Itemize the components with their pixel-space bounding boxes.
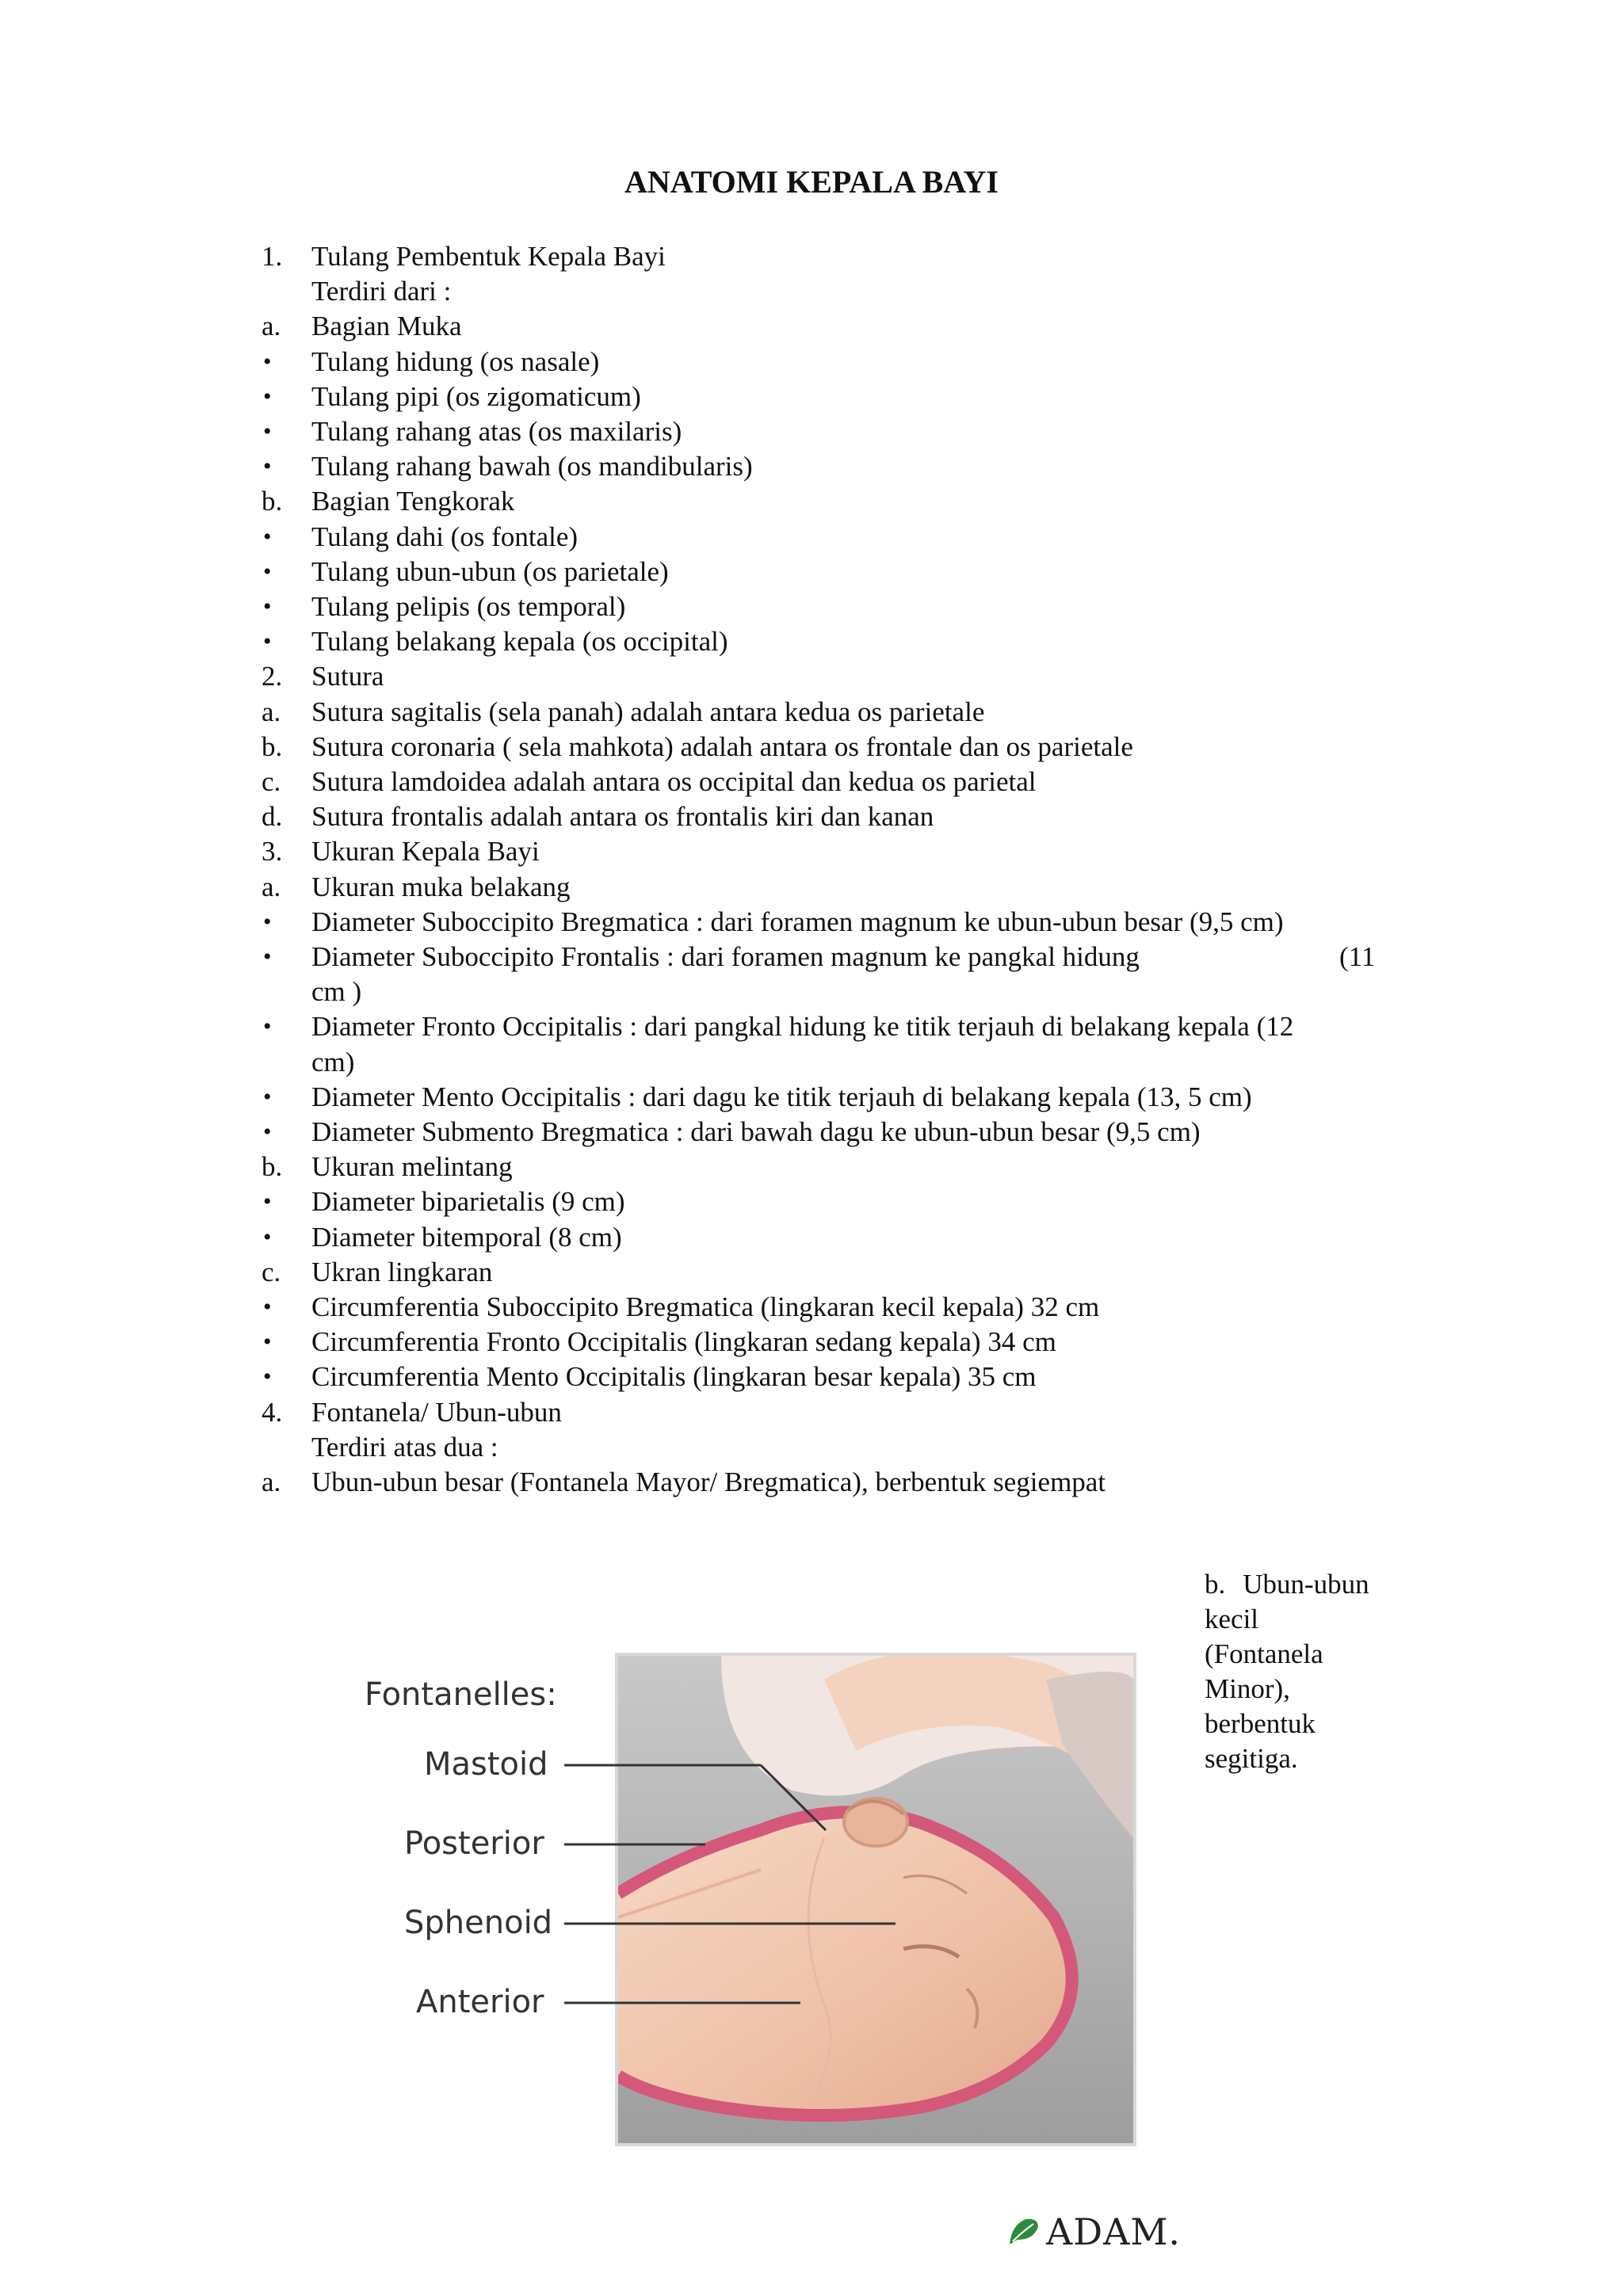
line-text: Tulang dahi (os fontale) bbox=[311, 521, 579, 552]
line-text: cm) bbox=[311, 1046, 355, 1077]
list-marker: 4. bbox=[262, 1396, 283, 1428]
line-text-right: (11 bbox=[1339, 941, 1376, 972]
bullet-marker: • bbox=[263, 1083, 272, 1110]
side-note-line: berbentuk bbox=[1205, 1708, 1316, 1739]
bullet-marker: • bbox=[263, 1294, 272, 1320]
baby-head-drawing bbox=[349, 1632, 1189, 2171]
line-text: Tulang ubun-ubun (os parietale) bbox=[311, 555, 669, 587]
line-text: Tulang Pembentuk Kepala Bayi bbox=[311, 241, 666, 272]
list-marker: 1. bbox=[262, 241, 283, 272]
line-text: Tulang belakang kepala (os occipital) bbox=[311, 626, 728, 658]
side-note-line: Ubun-ubun bbox=[1243, 1569, 1369, 1600]
bullet-marker: • bbox=[263, 453, 272, 480]
side-note-marker: b. bbox=[1205, 1569, 1226, 1600]
bullet-marker: • bbox=[263, 593, 272, 620]
bullet-marker: • bbox=[263, 418, 272, 444]
line-text: Diameter Suboccipito Bregmatica : dari foramen magnum ke ubun-ubun besar (9,5 cm) bbox=[311, 906, 1284, 937]
line-text: Ubun-ubun besar (Fontanela Mayor/ Bregmatica), berbentuk segiempat bbox=[311, 1466, 1106, 1497]
list-marker: a. bbox=[262, 311, 281, 342]
adam-leaf-icon bbox=[1006, 2216, 1041, 2248]
line-text: Diameter Suboccipito Frontalis : dari foramen magnum ke pangkal hidung bbox=[311, 941, 1140, 972]
line-text: Fontanela/ Ubun-ubun bbox=[311, 1396, 562, 1428]
bullet-marker: • bbox=[263, 944, 272, 970]
line-text: Circumferentia Mento Occipitalis (lingkaran besar kepala) 35 cm bbox=[311, 1361, 1037, 1393]
bullet-marker: • bbox=[263, 1188, 272, 1215]
list-marker: a. bbox=[262, 871, 281, 902]
line-text: Ukuran melintang bbox=[311, 1151, 513, 1183]
bullet-marker: • bbox=[263, 1363, 272, 1390]
bullet-marker: • bbox=[263, 1119, 272, 1145]
line-text: Diameter biparietalis (9 cm) bbox=[311, 1186, 625, 1218]
side-note-line: (Fontanela bbox=[1205, 1638, 1323, 1669]
bullet-marker: • bbox=[263, 628, 272, 655]
bullet-marker: • bbox=[263, 383, 272, 410]
list-marker: c. bbox=[262, 1256, 281, 1287]
line-text: Ukran lingkaran bbox=[311, 1256, 493, 1287]
list-marker: a. bbox=[262, 1466, 281, 1497]
line-text: Bagian Muka bbox=[311, 311, 462, 342]
line-text: Tulang rahang atas (os maxilaris) bbox=[311, 416, 682, 447]
line-text: Tulang pipi (os zigomaticum) bbox=[311, 380, 641, 412]
label-sphenoid: Sphenoid bbox=[404, 1905, 553, 1941]
line-text: Sutura frontalis adalah antara os frontalis kiri dan kanan bbox=[311, 801, 934, 833]
side-note-fontanela-minor bbox=[1205, 1567, 1411, 1776]
line-text: Tulang hidung (os nasale) bbox=[311, 345, 600, 377]
adam-logo bbox=[1006, 2212, 1181, 2252]
page-title: ANATOMI KEPALA BAYI bbox=[624, 164, 999, 200]
label-posterior: Posterior bbox=[404, 1825, 544, 1862]
line-text: cm ) bbox=[311, 976, 362, 1008]
bullet-marker: • bbox=[263, 1329, 272, 1356]
line-text: Terdiri dari : bbox=[311, 276, 452, 307]
line-text: Sutura coronaria ( sela mahkota) adalah antara os frontale dan os parietale bbox=[311, 730, 1133, 762]
list-marker: 3. bbox=[262, 836, 283, 868]
line-text: Terdiri atas dua : bbox=[311, 1431, 498, 1463]
line-text: Diameter Submento Bregmatica : dari bawah dagu ke ubun-ubun besar (9,5 cm) bbox=[311, 1116, 1201, 1147]
line-text: Diameter Fronto Occipitalis : dari pangkal hidung ke titik terjauh di belakang kepala (12 bbox=[311, 1011, 1294, 1043]
line-text: Tulang rahang bawah (os mandibularis) bbox=[311, 451, 753, 482]
bullet-marker: • bbox=[263, 1223, 272, 1250]
list-marker: c. bbox=[262, 766, 281, 797]
bullet-marker: • bbox=[263, 558, 272, 585]
line-text: Ukuran Kepala Bayi bbox=[311, 836, 540, 868]
line-text: Sutura lamdoidea adalah antara os occipital dan kedua os parietal bbox=[311, 766, 1037, 797]
line-text: Tulang pelipis (os temporal) bbox=[311, 591, 626, 622]
side-note-line: Minor), bbox=[1205, 1673, 1290, 1704]
figure-title: Fontanelles: bbox=[365, 1676, 557, 1713]
line-text: Bagian Tengkorak bbox=[311, 486, 515, 517]
list-marker: b. bbox=[262, 730, 283, 762]
side-note-line: segitiga. bbox=[1205, 1743, 1298, 1774]
line-text: Diameter bitemporal (8 cm) bbox=[311, 1221, 622, 1253]
list-marker: b. bbox=[262, 486, 283, 517]
label-anterior: Anterior bbox=[416, 1984, 544, 2020]
line-text: Circumferentia Fronto Occipitalis (lingkaran sedang kepala) 34 cm bbox=[311, 1326, 1056, 1358]
list-marker: 2. bbox=[262, 661, 283, 692]
list-marker: d. bbox=[262, 801, 283, 833]
label-mastoid: Mastoid bbox=[424, 1746, 548, 1783]
line-text: Circumferentia Suboccipito Bregmatica (lingkaran kecil kepala) 32 cm bbox=[311, 1291, 1100, 1322]
list-marker: a. bbox=[262, 696, 281, 727]
bullet-marker: • bbox=[263, 1013, 272, 1040]
line-text: Ukuran muka belakang bbox=[311, 871, 571, 902]
bullet-marker: • bbox=[263, 523, 272, 550]
line-text: Sutura sagitalis (sela panah) adalah antara kedua os parietale bbox=[311, 696, 985, 727]
bullet-marker: • bbox=[263, 348, 272, 375]
fontanelles-illustration bbox=[349, 1632, 1189, 2171]
logo-text: ADAM. bbox=[1046, 2210, 1182, 2253]
bullet-marker: • bbox=[263, 908, 272, 935]
line-text: Sutura bbox=[311, 661, 384, 692]
side-note-line: kecil bbox=[1205, 1604, 1259, 1634]
list-marker: b. bbox=[262, 1151, 283, 1183]
line-text: Diameter Mento Occipitalis : dari dagu ke titik terjauh di belakang kepala (13, 5 cm) bbox=[311, 1081, 1252, 1112]
